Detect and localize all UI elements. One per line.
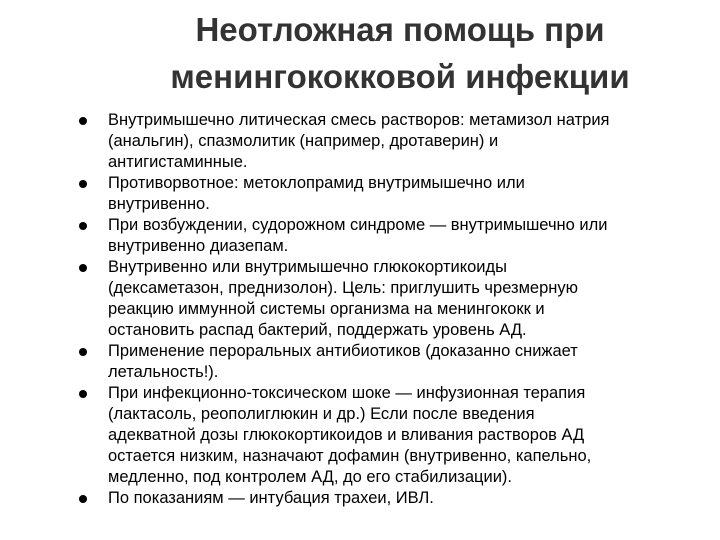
bullet-text-line: (дексаметазон, преднизолон). Цель: приглушить чрезмерную xyxy=(108,279,579,297)
bullet-text-line: адекватной дозы глюкокортикоидов и вливания растворов АД xyxy=(108,426,585,444)
bullet-list xyxy=(76,110,716,509)
slide-title-line: менингококковой инфекции xyxy=(170,58,630,95)
bullet-icon xyxy=(79,222,87,230)
slide-title-line: Неотложная помощь при xyxy=(195,11,605,48)
bullet-icon xyxy=(79,390,87,398)
bullet-text-line: антигистаминные. xyxy=(108,153,248,171)
bullet-text-line: Внутривенно или внутримышечно глюкокортикоиды xyxy=(108,258,508,276)
bullet-text-line: внутривенно диазепам. xyxy=(108,237,289,255)
bullet-text-line: летальность!). xyxy=(108,363,219,381)
bullet-icon xyxy=(79,180,87,188)
bullet-item xyxy=(76,173,716,215)
bullet-text-line: остановить распад бактерий, поддержать уровень АД. xyxy=(108,321,527,339)
bullet-text-line: внутривенно. xyxy=(108,195,210,213)
bullet-text-line: Внутримышечно литическая смесь растворов: метамизол натрия xyxy=(108,111,610,129)
bullet-item xyxy=(76,110,716,173)
bullet-text-line: Применение пероральных антибиотиков (доказанно снижает xyxy=(108,342,578,360)
bullet-icon xyxy=(79,264,87,272)
bullet-text-line: остается низким, назначают дофамин (внутривенно, капельно, xyxy=(108,447,592,465)
bullet-text-line: Противорвотное: метоклопрамид внутримышечно или xyxy=(108,174,525,192)
bullet-icon xyxy=(79,348,87,356)
bullet-text-line: По показаниям — интубация трахеи, ИВЛ. xyxy=(108,489,434,507)
bullet-text-line: При инфекционно-токсическом шоке — инфузионная терапия xyxy=(108,384,586,402)
bullet-text-line: (лактасоль, реополиглюкин и др.) Если после введения xyxy=(108,405,535,423)
bullet-text-line: реакцию иммунной системы организма на менингококк и xyxy=(108,300,545,318)
bullet-text-line: медленно, под контролем АД, до его стабилизации). xyxy=(108,468,512,486)
bullet-icon xyxy=(79,117,87,125)
bullet-text-line: При возбуждении, судорожном синдроме — внутримышечно или xyxy=(108,216,608,234)
bullet-text-line: (анальгин), спазмолитик (например, дротаверин) и xyxy=(108,132,499,150)
bullet-item xyxy=(76,488,716,509)
bullet-item xyxy=(76,215,716,257)
bullet-item xyxy=(76,383,716,488)
bullet-icon xyxy=(79,495,87,503)
slide-title xyxy=(80,6,720,100)
bullet-item xyxy=(76,257,716,341)
bullet-item xyxy=(76,341,716,383)
